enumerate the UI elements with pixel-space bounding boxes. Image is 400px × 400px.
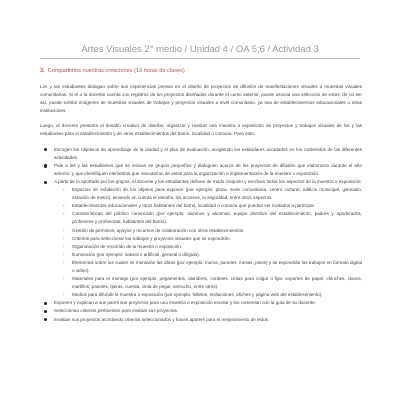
document-body — [40, 68, 362, 324]
section-number: 3. — [40, 68, 45, 74]
paragraph-intro: Los y las estudiantes dialogan sobre sus experiencias previas en el diseño de proyectos de difusión de manifestaciones visuales o muestras visuales comunitarias. Si el o la docente cuenta con registros de los proyectos diseñados durante el curso anterior, puede asociar una selección de estos; de no ser así, puede exhibir imágenes de muestras visuales de trabajos y proyectos visuales a nivel comunitario, ya sea de establecimientos educacionales u otras instituciones. — [40, 84, 362, 114]
section-title — [40, 68, 362, 75]
list-item: Evalúan sus proyectos acordando criterios seleccionados y hacen aportes para el mejoramiento de estos. — [40, 316, 362, 324]
sub-list-item: - Iluminación (por ejemplo: natural o artificial, general o dirigida). — [60, 251, 362, 259]
sub-list-item: - Espacios de exhibición de los objetos para exponer (por ejemplo: plaza, sede comunitaria, centro cultural, edificio municipal, gimnasio, estación de metro), teniendo en cuenta el tamaño, los accesos, la seguridad, entre otros aspectos. — [60, 186, 362, 202]
list-item: Exponen y explican a sus pares sus proyectos para una muestra o exposición escolar y los comentan con la guía de su docente. — [40, 299, 362, 307]
activity-steps-list — [40, 146, 362, 324]
sub-list-item: - Establecimientos educacionales y otros habitantes del barrio, localidad o comuna que puedan ser invitados a participar. — [60, 202, 362, 210]
sub-list-item: - Materiales para el montaje (por ejemplo: pegamentos, alambres, cordeles, cintas para colgar o fijar, soportes de papel, chinches, clavos, martillos, paneles, tijeras, cuerda, cinta de pegar, serrucho, entre otros). — [60, 275, 362, 291]
sub-list-item: - Medios para difundir la muestra o exposición (por ejemplo: folletos, invitaciones, afiches y página web del establecimiento). — [60, 291, 362, 299]
sub-list-item: - Características del público convocado (por ejemplo: alumnos y alumnas, equipo directivo del establecimiento, padres y apoderados, profesores y profesoras, habitantes del barrio). — [60, 210, 362, 226]
list-item: Escogen los objetivos de aprendizaje de la unidad y el plan de evaluación, acogiendo los estándares acordados en los contenidos de las diferentes actividades. — [40, 146, 362, 162]
sub-list-item: - Elementos sobre los cuales se montarán las obras (por ejemplo: muros, paneles, mesas, pisos) y se expondrán los trabajos en formato digital o video). — [60, 259, 362, 275]
sub-list-item: - Gestión de permisos, apoyos y recursos de colaboración con otros establecimientos. — [60, 227, 362, 235]
sub-list-item: - Organización de recorrido de la muestra o exposición. — [60, 243, 362, 251]
list-item — [40, 178, 362, 299]
header-divider — [40, 58, 360, 59]
sub-list-item: - Criterios para seleccionar los trabajos y proyectos visuales que se expondrán. — [60, 235, 362, 243]
page-header: Artes Visuales 2° medio / Unidad 4 / OA 5;6 / Actividad 3 — [81, 44, 319, 55]
list-item-text: A partir de lo aportado por los grupos, el docente y los estudiantes definen de modo conjunto y escriben todos los aspectos de la muestra o exposición: — [54, 178, 362, 184]
paragraph-challenge: Luego, el docente presenta el desafío creativo de diseñar, organizar y realizar una muestra o exposición de proyectos y trabajos visuales de los y las estudiantes para el establecimiento y de otros establecimientos del barrio, localidad o comuna. Para esto: — [40, 123, 362, 137]
list-item: Seleccionan criterios pertinentes para evaluar sus proyectos. — [40, 307, 362, 315]
exhibition-aspects-list — [60, 186, 362, 299]
section-title-text: Compartimos nuestras creaciones (12 horas de clases) — [47, 68, 185, 74]
list-item: Pide a los y las estudiantes que se reúnan en grupos pequeños y dialoguen acerca de los proyectos de difusión que elaboraron durante el año anterior, y que identifiquen elementos que rescatarían de estos para la organización e implementación de la muestra o exposición. — [40, 162, 362, 178]
